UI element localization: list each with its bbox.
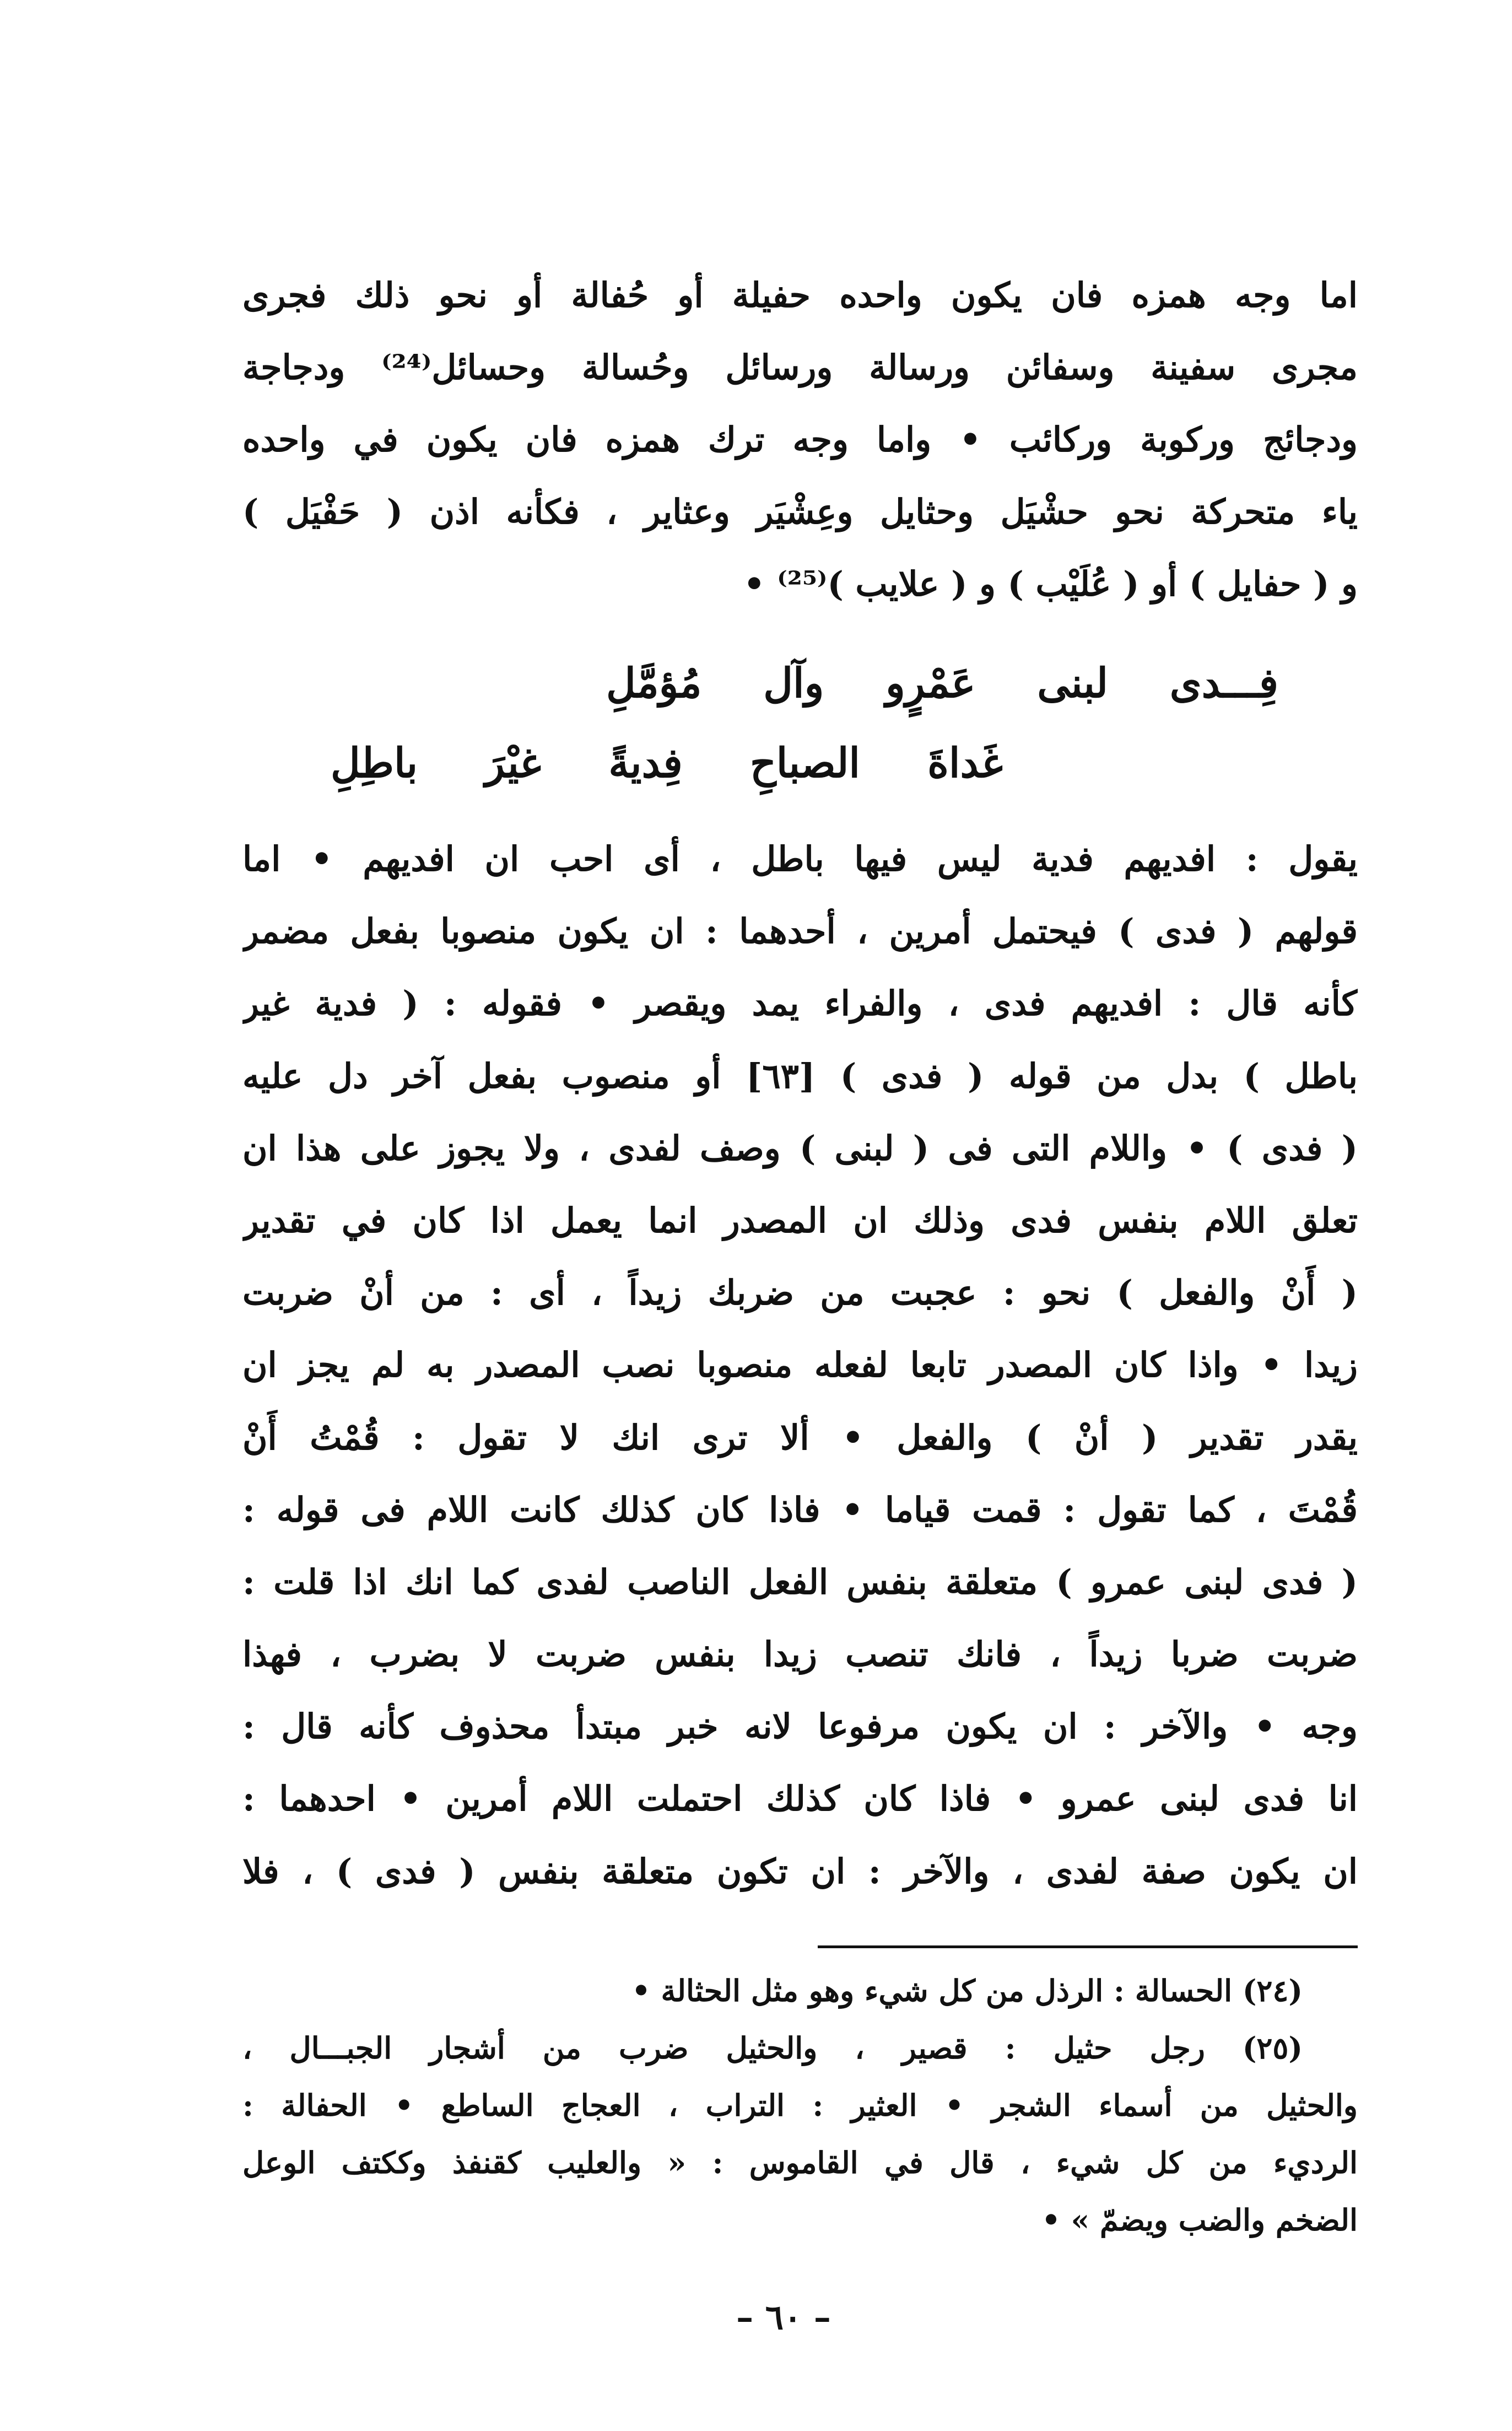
passage-line: مجرى سفينة وسفائن ورسالة ورسائل وحُسالة وحسائل⁽²⁴⁾ ودجاجة — [242, 347, 1358, 387]
page-number: – ٦٠ – — [736, 2297, 831, 2337]
commentary-line: ان يكون صفة لفدى ، والآخر : ان تكون متعلقة بنفس ( فدى ) ، فلا — [242, 1851, 1358, 1891]
passage-line: ودجائج وركوبة وركائب • واما وجه ترك همزه فان يكون في واحده — [242, 419, 1358, 460]
footnote-24: (٢٤) الحسالة : الرذل من كل شيء وهو مثل الحثالة • — [631, 1973, 1303, 2008]
verse-first-hemistich: فِـــدى لبنى عَمْرٍو وآل مُؤمَّلِ — [606, 660, 1278, 707]
commentary-text — [242, 823, 1358, 1907]
commentary-line: تعلق اللام بنفس فدى وذلك ان المصدر انما يعمل اذا كان في تقدير — [242, 1200, 1358, 1241]
passage-line: ياء متحركة نحو حشْيَل وحثايل وعِشْيَر وعثاير ، فكأنه اذن ( حَفْيَل ) — [242, 492, 1358, 532]
commentary-line: يقول : افديهم فدية ليس فيها باطل ، أى احب ان افديهم • اما — [242, 839, 1358, 879]
passage-line: و ( حفايل ) أو ( عُلَيْب ) و ( علايب )⁽²⁵⁾ • — [743, 564, 1358, 604]
footnote-25-continued: الرديء من كل شيء ، قال في القاموس : « والعليب كقنفذ وككتف الوعل — [242, 2145, 1358, 2180]
footnote-divider — [818, 1945, 1358, 1948]
commentary-line: قُمْتَ ، كما تقول : قمت قياما • فاذا كان كذلك كانت اللام فى قوله : — [242, 1489, 1358, 1530]
commentary-line: يقدر تقدير ( أنْ ) والفعل • ألا ترى انك لا تقول : قُمْتُ أَنْ — [242, 1417, 1358, 1458]
footnote-25-continued: والحثيل من أسماء الشجر • العثير : التراب ، العجاج الساطع • الحفالة : — [242, 2088, 1358, 2123]
commentary-line: زيدا • واذا كان المصدر تابعا لفعله منصوبا نصب المصدر به لم يجز ان — [242, 1345, 1358, 1386]
commentary-line: ( فدى لبنى عمرو ) متعلقة بنفس الفعل الناصب لفدى كما انك اذا قلت : — [242, 1561, 1358, 1602]
commentary-line: باطل ) بدل من قوله ( فدى ) [٦٣] أو منصوب بفعل آخر دل عليه — [242, 1055, 1358, 1096]
commentary-line: وجه • والآخر : ان يكون مرفوعا لانه خبر مبتدأ محذوف كأنه قال : — [242, 1706, 1358, 1747]
footnote-25-continued: الضخم والضب ويضمّ » • — [1041, 2202, 1358, 2238]
passage-text — [242, 259, 1358, 620]
commentary-line: ( أَنْ والفعل ) نحو : عجبت من ضربك زيداً ، أى : من أنْ ضربت — [242, 1273, 1358, 1313]
commentary-line: كأنه قال : افديهم فدى ، والفراء يمد ويقصر • فقوله : ( فدية غير — [242, 983, 1358, 1024]
passage-line: اما وجه همزه فان يكون واحده حفيلة أو حُفالة أو نحو ذلك فجرى — [242, 275, 1358, 315]
footnote-25: (٢٥) رجل حثيل : قصير ، والحثيل ضرب من أشجار الجبـــال ، — [242, 2030, 1303, 2066]
verse-second-hemistich: غَداةَ الصباحِ فِديةً غيْرَ باطِلِ — [331, 740, 1003, 787]
commentary-line: ( فدى ) • واللام التى فى ( لبنى ) وصف لفدى ، ولا يجوز على هذا ان — [242, 1128, 1358, 1168]
commentary-line: قولهم ( فدى ) فيحتمل أمرين ، أحدهما : ان يكون منصوبا بفعل مضمر — [242, 911, 1358, 952]
commentary-line: انا فدى لبنى عمرو • فاذا كان كذلك احتملت اللام أمرين • احدهما : — [242, 1778, 1358, 1819]
footnotes — [242, 1962, 1358, 2249]
commentary-line: ضربت ضربا زيداً ، فانك تنصب زيدا بنفس ضربت لا بضرب ، فهذا — [242, 1634, 1358, 1675]
